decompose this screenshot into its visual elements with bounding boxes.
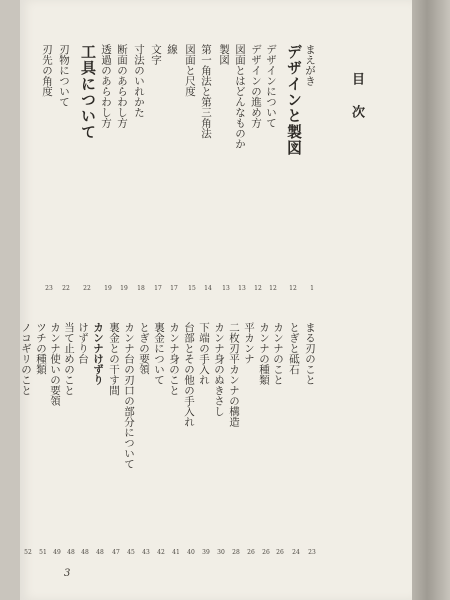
toc-entry-page: 52 bbox=[24, 549, 32, 556]
toc-entry-title: 平カンナ bbox=[243, 322, 255, 364]
toc-entry-title: 裏金との干す間 bbox=[108, 322, 120, 396]
toc-entry-title: とぎと砥石 bbox=[288, 322, 300, 375]
toc-entry-page: 26 bbox=[262, 549, 270, 556]
toc-entry bbox=[108, 322, 122, 556]
toc-entry-title: デザインについて bbox=[265, 44, 277, 128]
toc-entry bbox=[116, 44, 130, 292]
toc-entry-page: 23 bbox=[45, 285, 53, 292]
toc-entry-title: カンナけずり bbox=[92, 322, 104, 385]
toc-entry-page: 12 bbox=[254, 285, 262, 292]
toc-entry-page: 47 bbox=[112, 549, 120, 556]
toc-entry bbox=[138, 322, 152, 556]
toc-entry-page: 45 bbox=[127, 549, 135, 556]
toc-title: 目次 bbox=[349, 72, 364, 138]
toc-entry bbox=[272, 322, 286, 556]
toc-entry-title: 図面とはどんなものか bbox=[234, 44, 246, 149]
toc-entry bbox=[213, 322, 227, 556]
toc-entry-title: 工具について bbox=[79, 44, 97, 140]
toc-entry bbox=[228, 322, 242, 556]
toc-entry bbox=[183, 322, 197, 556]
toc-entry-page: 41 bbox=[172, 549, 180, 556]
toc-entry-page: 14 bbox=[204, 285, 212, 292]
toc-entry-page: 48 bbox=[81, 549, 89, 556]
toc-entry-title: 刃先の角度 bbox=[41, 44, 53, 97]
toc-entry-page: 23 bbox=[308, 549, 316, 556]
toc-entry bbox=[304, 44, 318, 292]
toc-entry-page: 30 bbox=[217, 549, 225, 556]
toc-entry-title: 文字 bbox=[150, 44, 162, 65]
toc-entry bbox=[234, 44, 248, 292]
toc-entry-title: ツチの種類 bbox=[35, 322, 47, 375]
toc-entry-page: 43 bbox=[142, 549, 150, 556]
toc-entry-title: カンナ使いの要領 bbox=[49, 322, 61, 406]
toc-entry-title: 透過のあらわし方 bbox=[100, 44, 112, 128]
toc-entry bbox=[166, 44, 180, 292]
toc-entry bbox=[41, 44, 55, 292]
toc-entry-title: 製図 bbox=[218, 44, 230, 65]
toc-entry-page: 26 bbox=[276, 549, 284, 556]
toc-entry-title: 寸法のいれかた bbox=[133, 44, 145, 118]
toc-entry bbox=[304, 322, 318, 556]
toc-entry bbox=[92, 322, 106, 556]
toc-entry-page: 49 bbox=[53, 549, 61, 556]
toc-entry-page: 24 bbox=[292, 549, 300, 556]
toc-entry bbox=[218, 44, 232, 292]
toc-entry-title: カンナの種類 bbox=[258, 322, 270, 385]
toc-entry bbox=[100, 44, 114, 292]
toc-entry-page: 13 bbox=[238, 285, 246, 292]
page-number: 3 bbox=[64, 568, 71, 579]
toc-entry bbox=[58, 44, 72, 292]
toc-entry bbox=[133, 44, 147, 292]
toc-entry-title: 二枚刃平カンナの構造 bbox=[228, 322, 240, 427]
toc-entry-page: 48 bbox=[96, 549, 104, 556]
toc-entry bbox=[250, 44, 264, 292]
toc-entry-page: 42 bbox=[157, 549, 165, 556]
toc-entry bbox=[63, 322, 77, 556]
toc-entry-title: まる刃のこと bbox=[304, 322, 316, 385]
toc-entry-title: けずり台 bbox=[77, 322, 89, 364]
toc-entry-title: 図面と尺度 bbox=[184, 44, 196, 97]
toc-entry-page: 12 bbox=[289, 285, 297, 292]
toc-entry bbox=[20, 322, 34, 556]
toc-entry-page: 39 bbox=[202, 549, 210, 556]
toc-entry-page: 18 bbox=[137, 285, 145, 292]
toc-entry bbox=[243, 322, 257, 556]
toc-entry-page: 17 bbox=[154, 285, 162, 292]
toc-entry-page: 12 bbox=[269, 285, 277, 292]
toc-entry-title: 断面のあらわし方 bbox=[116, 44, 128, 128]
toc-page bbox=[20, 0, 412, 600]
toc-entry-title: 下端の手入れ bbox=[198, 322, 210, 385]
toc-entry-page: 1 bbox=[310, 285, 314, 292]
toc-entry bbox=[78, 44, 97, 292]
toc-entry-page: 13 bbox=[222, 285, 230, 292]
toc-entry bbox=[123, 322, 137, 556]
toc-entry-page: 22 bbox=[62, 285, 70, 292]
toc-entry-title: とぎの要領 bbox=[138, 322, 150, 375]
toc-entry-page: 22 bbox=[83, 285, 91, 292]
toc-entry-page: 15 bbox=[188, 285, 196, 292]
toc-entry-title: 裏金について bbox=[153, 322, 165, 385]
toc-entry bbox=[258, 322, 272, 556]
toc-entry bbox=[284, 44, 303, 292]
toc-entry-title: カンナ身のこと bbox=[168, 322, 180, 396]
toc-entry bbox=[288, 322, 302, 556]
toc-entry-title: 刃物について bbox=[58, 44, 70, 107]
toc-entry-title: 当て止めのこと bbox=[63, 322, 75, 396]
toc-entry bbox=[198, 322, 212, 556]
toc-entry-title: 第一角法と第三角法 bbox=[200, 44, 212, 139]
toc-entry-page: 40 bbox=[187, 549, 195, 556]
toc-entry-title: まえがき bbox=[304, 44, 316, 86]
toc-entry bbox=[184, 44, 198, 292]
toc-entry-title: 台部とその他の手入れ bbox=[183, 322, 195, 427]
toc-entry bbox=[49, 322, 63, 556]
toc-entry-page: 28 bbox=[232, 549, 240, 556]
toc-entry-page: 17 bbox=[170, 285, 178, 292]
toc-entry bbox=[200, 44, 214, 292]
toc-entry-page: 48 bbox=[67, 549, 75, 556]
toc-entry bbox=[150, 44, 164, 292]
toc-entry-title: 線 bbox=[166, 44, 178, 55]
toc-entry-page: 51 bbox=[39, 549, 47, 556]
toc-entry-page: 26 bbox=[247, 549, 255, 556]
toc-entry-title: デザインと製図 bbox=[285, 44, 303, 156]
toc-entry-page: 19 bbox=[120, 285, 128, 292]
toc-entry-title: デザインの進め方 bbox=[250, 44, 262, 128]
toc-entry bbox=[168, 322, 182, 556]
toc-entry-title: カンナのこと bbox=[272, 322, 284, 385]
toc-entry-title: カンナ台の刃口の部分について bbox=[123, 322, 135, 469]
toc-entry bbox=[265, 44, 279, 292]
toc-entry bbox=[153, 322, 167, 556]
toc-entry-page: 19 bbox=[104, 285, 112, 292]
book-gutter bbox=[412, 0, 450, 600]
toc-entry bbox=[77, 322, 91, 556]
toc-entry-title: ノコギリのこと bbox=[20, 322, 32, 396]
toc-entry bbox=[35, 322, 49, 556]
toc-entry-title: カンナ身のぬきさし bbox=[213, 322, 225, 417]
